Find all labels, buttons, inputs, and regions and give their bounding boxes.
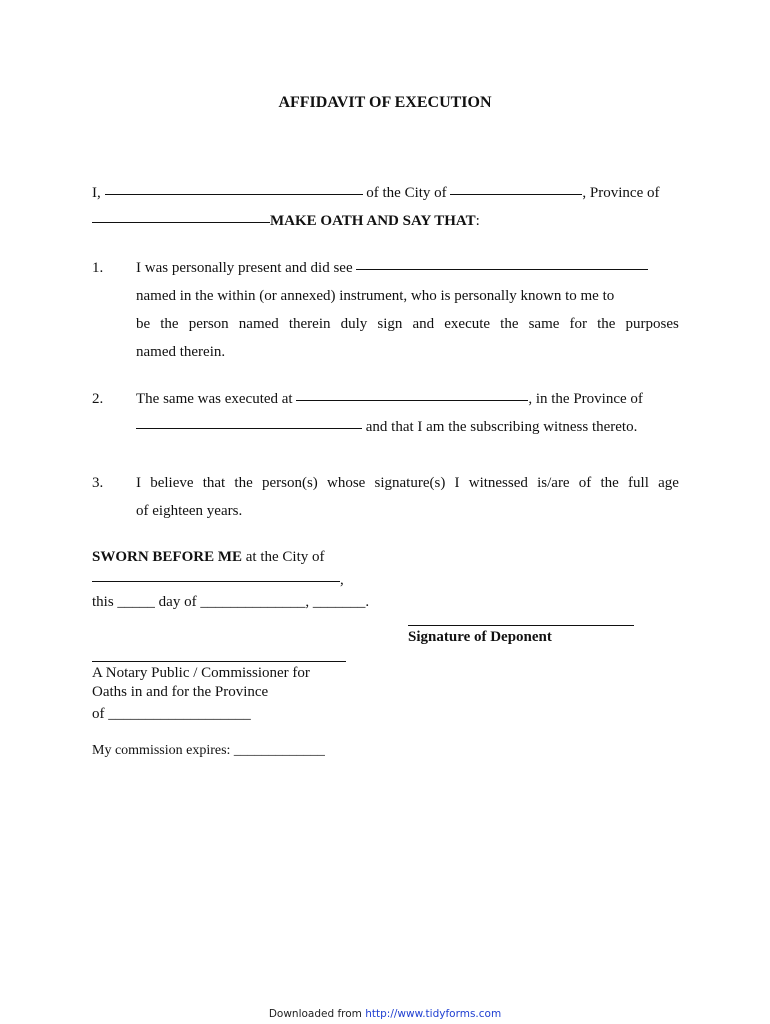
item-1-line-3-word: sign [377,316,403,332]
signature-of-deponent-label: Signature of Deponent [408,629,552,645]
item-3-line-1-word: witnessed [468,475,528,491]
item-3-line-1-word: the [600,475,619,491]
signer-name-blank[interactable] [356,268,648,270]
item-1-line-3-word: for [569,316,587,332]
sworn-bold: SWORN BEFORE ME [92,549,243,565]
item-3-line-1-words [136,475,679,492]
execution-place-blank[interactable] [296,399,528,401]
item-3-line-1-word: is/are [537,475,570,491]
document-title: AFFIDAVIT OF EXECUTION [278,94,492,111]
item-3-line-1-word: believe [150,475,194,491]
item-1-text-a: I was personally present and did see [136,260,353,276]
item-3-line-1-word: signature(s) [374,475,446,491]
item-3-line-1 [136,475,679,492]
sworn-line [92,549,325,566]
notary-line-2: Oaths in and for the Province [92,684,269,700]
item-3-line-1-word: age [658,475,679,491]
item-2-line-1 [136,391,643,408]
notary-line-1: A Notary Public / Commissioner for [92,665,310,681]
item-1-line-2: named in the within (or annexed) instrument, who is personally known to me to [136,288,615,304]
item-2-line-2 [136,419,637,436]
sworn-rest: at the City of [242,549,325,565]
item-1-line-3-word: be [136,316,151,332]
province-blank[interactable] [92,221,270,223]
item-1-line-4: named therein. [136,344,226,360]
commission-expires: My commission expires: _____________ [92,743,325,758]
item-1-line-3-word: the [500,316,519,332]
item-3-line-1-word: the [234,475,253,491]
item-1-line-3-word: and [412,316,435,332]
intro-line-2 [92,213,480,230]
execution-province-blank[interactable] [136,427,362,429]
intro-prefix: I, [92,185,101,201]
item-2-text-b: , in the Province of [528,391,643,407]
notary-signature-line[interactable] [92,661,346,662]
item-3-line-1-word: person(s) [261,475,318,491]
oath-statement: MAKE OATH AND SAY THAT [270,213,476,229]
city-blank[interactable] [450,193,582,195]
item-1-line-3-word: purposes [625,316,679,332]
item-1-line-3-word: same [528,316,560,332]
item-1-line-3-word: execute [444,316,491,332]
sworn-comma: , [340,572,344,588]
item-2-number: 2. [92,391,104,407]
item-1-line-3 [136,316,679,333]
item-2-text-a: The same was executed at [136,391,293,407]
item-1-line-3-word: the [160,316,179,332]
item-3-line-1-word: I [454,475,460,491]
item-3-line-1-word: whose [326,475,366,491]
sworn-date-line: this _____ day of ______________, _______. [92,594,370,610]
footer [0,1008,770,1020]
notary-line-3: of ___________________ [92,706,251,722]
province-label: , Province of [582,185,660,201]
item-3-line-1-word: of [578,475,592,491]
intro-line-1 [92,185,659,202]
city-label: of the City of [366,185,447,201]
deponent-name-blank[interactable] [105,193,363,195]
oath-colon: : [475,213,480,229]
item-3-number: 3. [92,475,104,491]
item-1-line-3-word: named [238,316,279,332]
item-3-line-1-word: that [202,475,226,491]
item-1-line-3-words [136,316,679,333]
item-1-line-3-word: therein [288,316,331,332]
sworn-city-line [92,572,344,589]
item-1-number: 1. [92,260,104,276]
deponent-signature-line[interactable] [408,625,634,626]
footer-text: Downloaded from [268,1008,366,1020]
item-3-line-2: of eighteen years. [136,503,243,519]
item-2-text-c: and that I am the subscribing witness thereto. [365,419,638,435]
item-3-line-1-word: I [136,475,141,491]
sworn-city-blank[interactable] [92,580,340,582]
item-1-line-3-word: the [597,316,616,332]
item-1-line-3-word: person [188,316,229,332]
item-1-line-1 [136,260,648,277]
item-3-line-1-word: full [628,475,649,491]
item-1-line-3-word: duly [340,316,368,332]
footer-link[interactable]: http://www.tidyforms.com [365,1008,502,1020]
